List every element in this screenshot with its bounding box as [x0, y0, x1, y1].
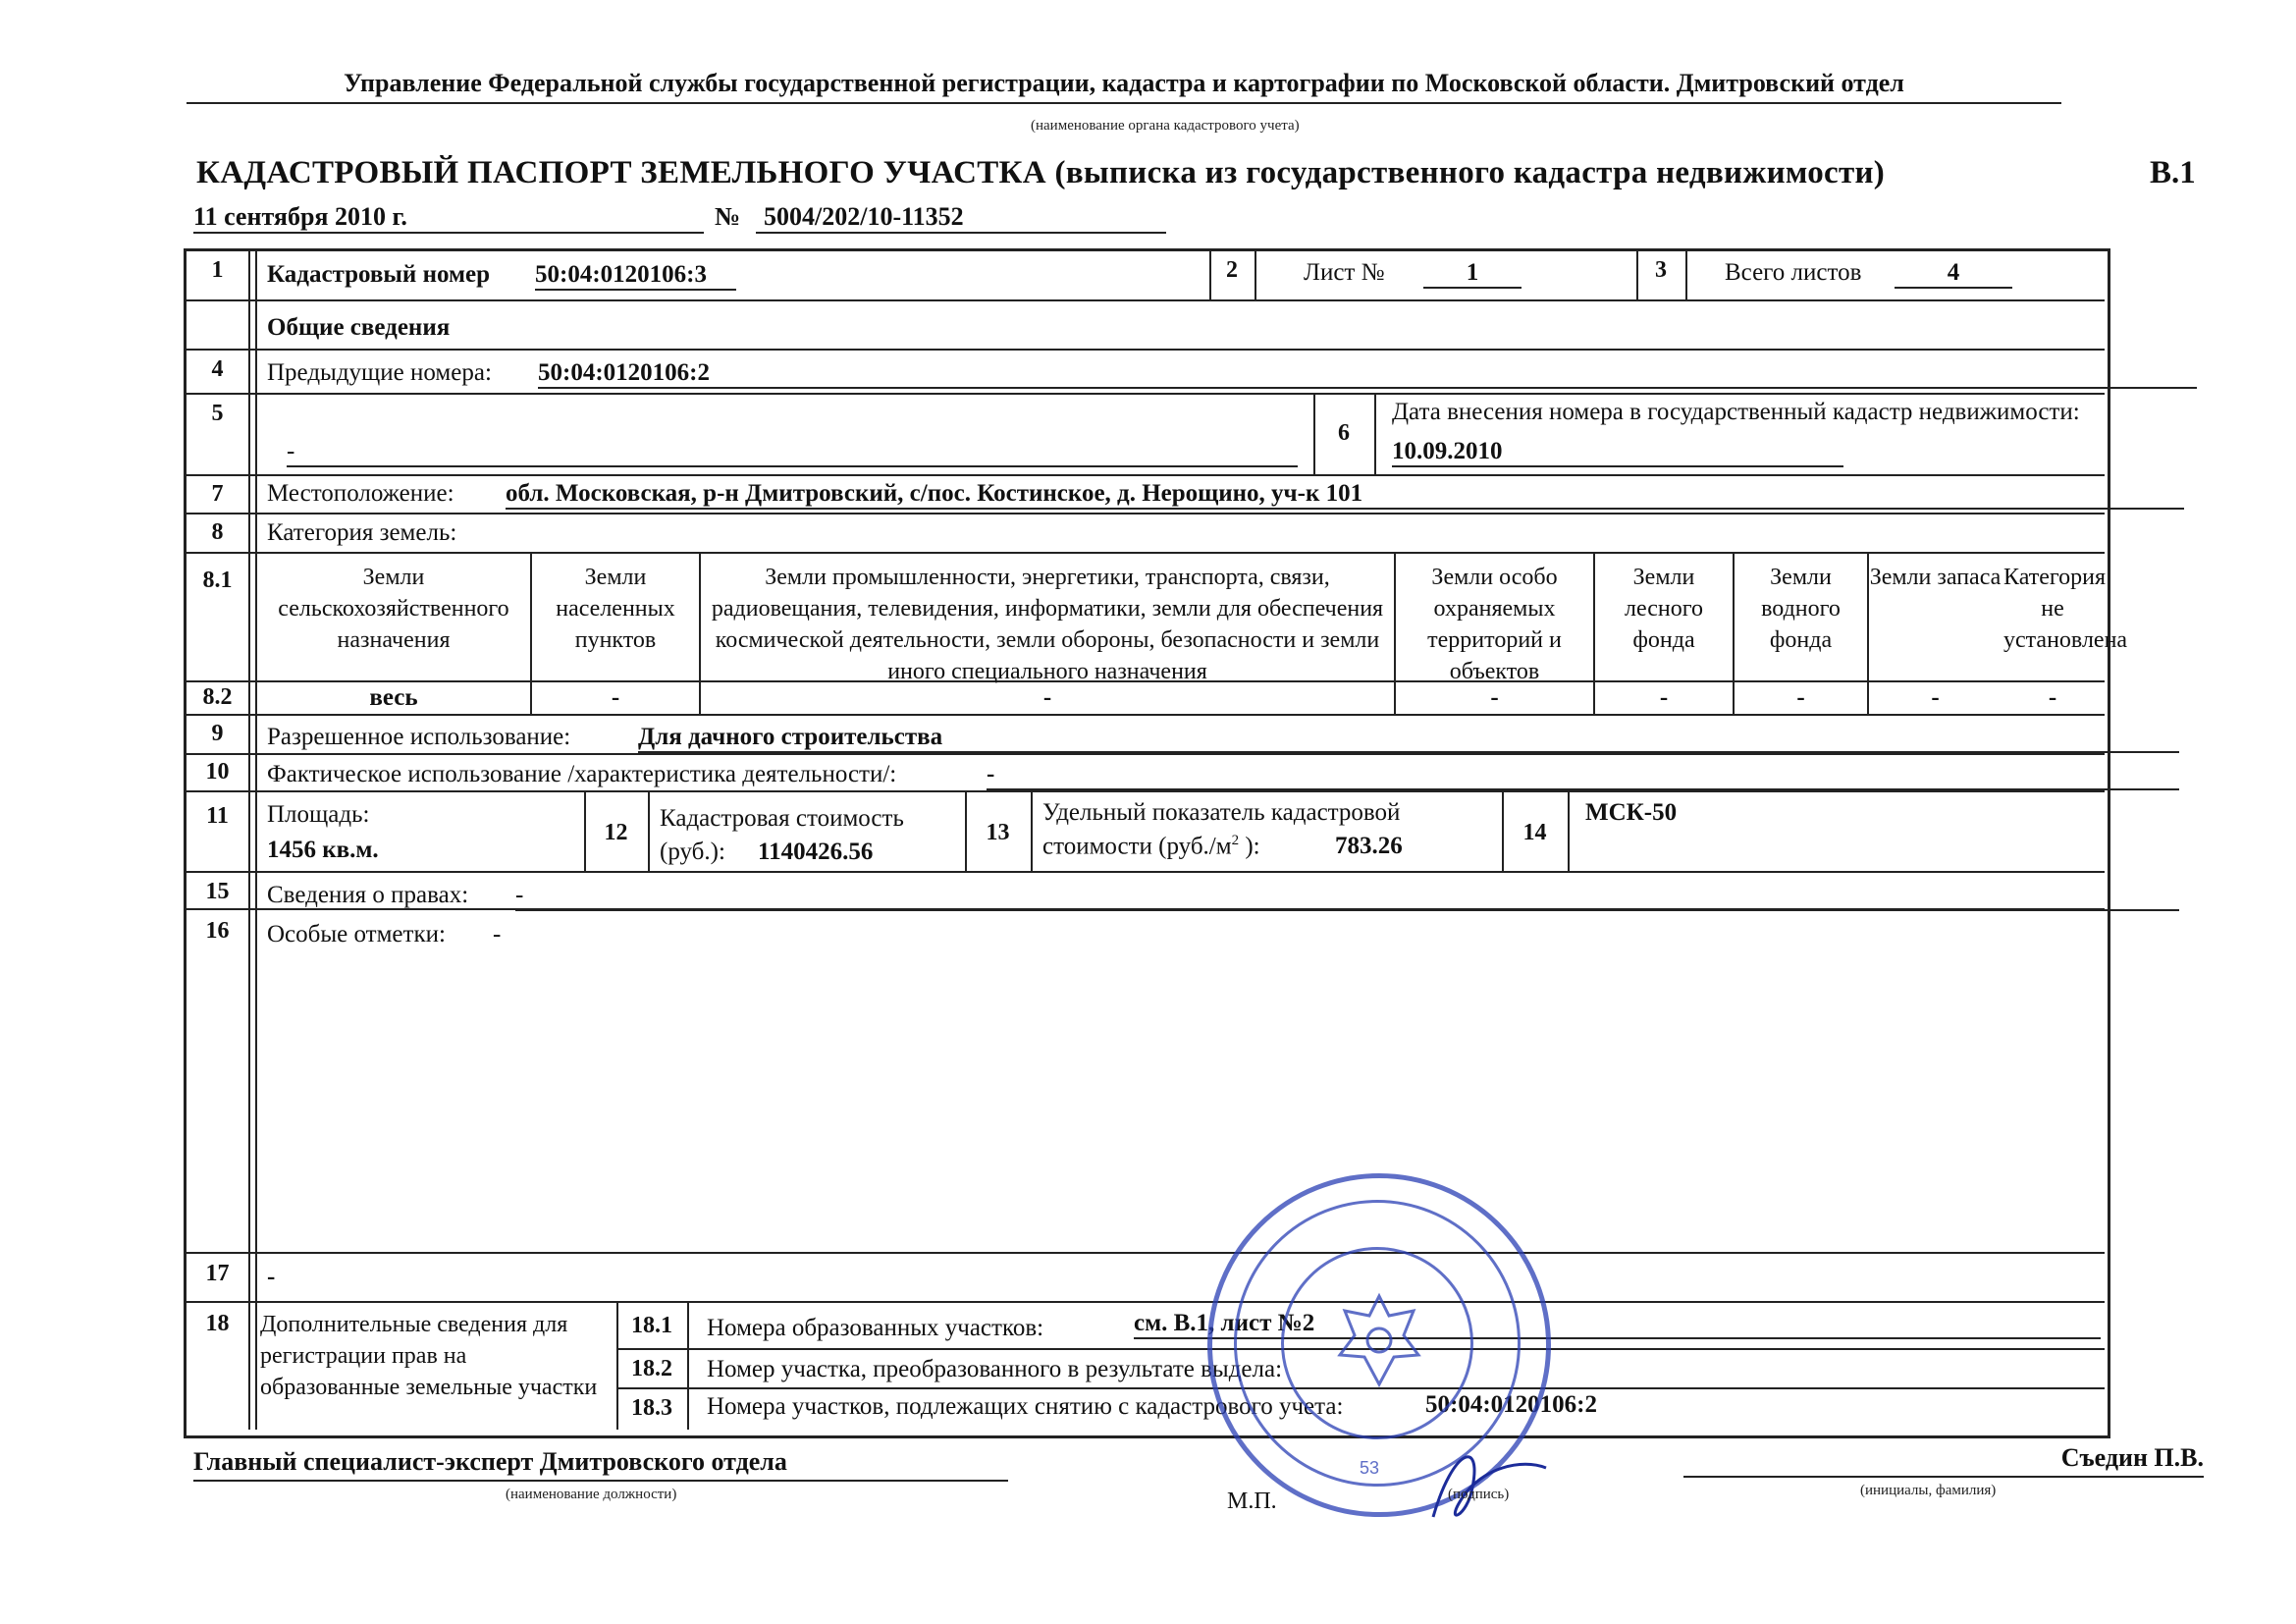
document-title: КАДАСТРОВЫЙ ПАСПОРТ ЗЕМЕЛЬНОГО УЧАСТКА (выписка из государственного кадастра недвижимости): [196, 155, 1886, 190]
special-notes: -: [493, 921, 502, 947]
category-protected: Земли особо охраняемых территорий и объектов: [1427, 565, 1562, 684]
organ-name: Управление Федеральной службы государственной регистрации, кадастра и картографии по Московской области. Дмитровский отдел: [187, 69, 2061, 104]
cadastral-value: 1140426.56: [758, 839, 874, 865]
rights-label: Сведения о правах:: [267, 882, 469, 908]
row-number: 8.2: [202, 684, 233, 710]
total-sheets-label: Всего листов: [1725, 259, 1862, 286]
row-number: 8.1: [202, 568, 233, 593]
category-forest: Земли лесного фонда: [1625, 565, 1703, 653]
row-number: 11: [206, 803, 229, 829]
category-value: -: [1659, 684, 1669, 711]
actual-use-label: Фактическое использование /характеристика деятельности/:: [267, 761, 897, 787]
category-value: весь: [369, 684, 418, 711]
row-number: 14: [1522, 820, 1547, 845]
row5-value: -: [287, 438, 1298, 467]
eagle-emblem-icon: [1330, 1286, 1428, 1394]
name-caption: (инициалы, фамилия): [1860, 1483, 1997, 1498]
category-agricultural: Земли сельскохозяйственного назначения: [278, 565, 509, 653]
official-name: Съедин П.В.: [1683, 1443, 2204, 1478]
additional-info-label: Дополнительные сведения для регистрации прав на образованные земельные участки: [260, 1312, 598, 1400]
number-label: №: [715, 202, 741, 231]
permitted-use-label: Разрешенное использование:: [267, 724, 571, 750]
general-heading: Общие сведения: [267, 314, 451, 341]
row17-value: -: [267, 1264, 276, 1290]
cadastral-number: 50:04:0120106:3: [535, 261, 736, 291]
seal-place-label: М.П.: [1227, 1489, 1277, 1514]
category-value: -: [1042, 684, 1052, 711]
row-number: 10: [205, 759, 230, 785]
row-number: 18.1: [631, 1313, 672, 1338]
position-caption: (наименование должности): [506, 1487, 677, 1502]
row-number: 18.2: [631, 1356, 672, 1381]
area: 1456 кв.м.: [267, 837, 379, 863]
coordinate-system: МСК-50: [1585, 799, 1678, 826]
registration-date: 10.09.2010: [1392, 438, 1843, 467]
row-number: 12: [604, 820, 628, 845]
row-number: 2: [1226, 257, 1238, 283]
registration-date-label: Дата внесения номера в государственный кадастр недвижимости:: [1392, 399, 2080, 425]
row-number: 5: [211, 401, 224, 426]
category-value: -: [2048, 684, 2057, 711]
cadastral-value-label: Кадастровая стоимость: [660, 805, 904, 832]
category-value: -: [611, 684, 620, 711]
transformed-plot-label: Номер участка, преобразованного в результате выдела:: [707, 1356, 1283, 1382]
permitted-use: Для дачного строительства: [638, 724, 2179, 753]
specific-value-label: Удельный показатель кадастровой: [1042, 799, 1401, 826]
cadastral-value-unit: (руб.):: [660, 839, 725, 865]
row-number: 3: [1655, 257, 1667, 283]
category-undefined: Категория не установлена: [2003, 565, 2128, 653]
row-number: 18.3: [631, 1395, 672, 1421]
formed-plots: см. В.1, лист №2: [1134, 1310, 2101, 1339]
cadastral-number-label: Кадастровый номер: [267, 261, 491, 288]
category-industry: Земли промышленности, энергетики, транспорта, связи, радиовещания, телевидения, информатики, земли для обеспечения космической деятельности, земли обороны, безопасности и земли иного специального назначения: [711, 565, 1384, 684]
row-number: 1: [211, 257, 224, 283]
rights: -: [515, 882, 2179, 911]
location-label: Местоположение:: [267, 480, 454, 507]
specific-value-unit: стоимости ($руб./м^2$ ):: [1042, 833, 1260, 860]
row-number: 6: [1338, 420, 1350, 446]
sheet-label: Лист №: [1304, 259, 1385, 286]
category-reserve: Земли запаса: [1869, 565, 2002, 590]
land-category-label: Категория земель:: [267, 519, 457, 546]
category-value: -: [1796, 684, 1805, 711]
row-number: 8: [211, 519, 224, 545]
category-value: -: [1490, 684, 1499, 711]
area-label: Площадь:: [267, 801, 370, 828]
organ-caption: (наименование органа кадастрового учета): [1031, 118, 1300, 134]
location: обл. Московская, р-н Дмитровский, с/пос. Костинское, д. Нерощино, уч-к 101: [506, 480, 2184, 510]
row-number: 15: [205, 879, 230, 904]
row-number: 18: [205, 1311, 230, 1336]
row-number: 16: [205, 918, 230, 944]
row-number: 17: [205, 1261, 230, 1286]
document-number: 5004/202/10-11352: [756, 202, 1166, 234]
row-number: 9: [211, 721, 224, 746]
formed-plots-label: Номера образованных участков:: [707, 1315, 1044, 1341]
row-number: 7: [211, 481, 224, 507]
previous-numbers-label: Предыдущие номера:: [267, 359, 492, 386]
row-number: 13: [986, 820, 1010, 845]
category-water: Земли водного фонда: [1761, 565, 1841, 653]
signature: [1414, 1429, 1561, 1537]
form-code: В.1: [2150, 155, 2196, 190]
sheet-number: 1: [1423, 259, 1522, 289]
official-position: Главный специалист-эксперт Дмитровского отдела: [193, 1447, 1008, 1482]
removed-plots: 50:04:0120106:2: [1425, 1391, 1597, 1418]
total-sheets: 4: [1895, 259, 2012, 289]
issue-date: 11 сентября 2010 г.: [193, 202, 704, 234]
category-settlements: Земли населенных пунктов: [556, 565, 675, 653]
removed-plots-label: Номера участков, подлежащих снятию с кадастрового учета:: [707, 1393, 1344, 1420]
signature-caption: (подпись): [1448, 1487, 1510, 1502]
category-value: -: [1931, 684, 1940, 711]
seal-number: 53: [1360, 1458, 1380, 1478]
specific-value: 783.26: [1335, 833, 1403, 859]
special-notes-label: Особые отметки:: [267, 921, 446, 947]
previous-numbers: 50:04:0120106:2: [538, 359, 2197, 389]
actual-use: -: [987, 761, 2179, 790]
row-number: 4: [211, 356, 224, 382]
